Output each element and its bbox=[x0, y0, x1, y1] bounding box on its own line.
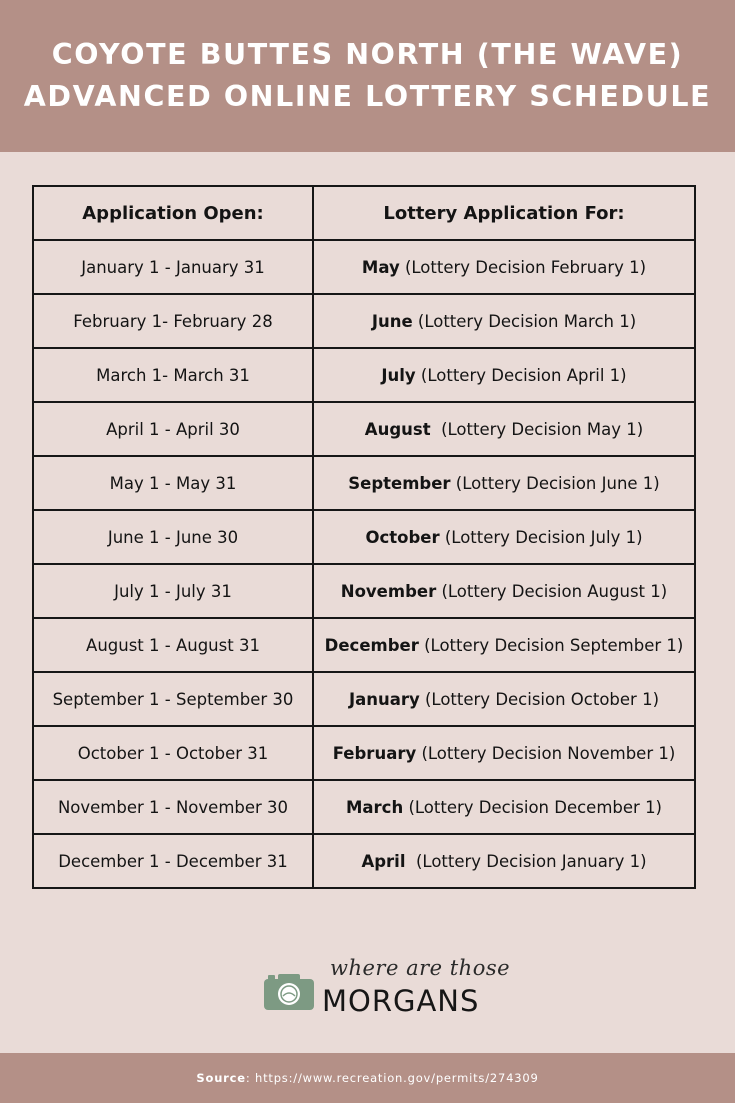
lottery-decision-date: (Lottery Decision July 1) bbox=[439, 527, 643, 547]
lottery-month: January bbox=[348, 689, 420, 709]
lottery-month-cell bbox=[313, 402, 695, 456]
lottery-decision-date: (Lottery Decision May 1) bbox=[430, 419, 644, 439]
table-row bbox=[33, 510, 695, 564]
lottery-month: April bbox=[361, 851, 406, 871]
application-open-cell: January 1 - January 31 bbox=[33, 240, 313, 294]
lottery-decision-date: (Lottery Decision August 1) bbox=[436, 581, 668, 601]
lottery-decision-date: (Lottery Decision January 1) bbox=[405, 851, 647, 871]
table-row bbox=[33, 564, 695, 618]
application-open-cell: November 1 - November 30 bbox=[33, 780, 313, 834]
lottery-month-cell bbox=[313, 726, 695, 780]
lottery-month-cell bbox=[313, 294, 695, 348]
table-row bbox=[33, 240, 695, 294]
lottery-month: December bbox=[324, 635, 419, 655]
application-open-cell: July 1 - July 31 bbox=[33, 564, 313, 618]
table-row bbox=[33, 456, 695, 510]
table-row bbox=[33, 402, 695, 456]
lottery-decision-date: (Lottery Decision October 1) bbox=[419, 689, 660, 709]
lottery-month-cell bbox=[313, 240, 695, 294]
lottery-month-cell bbox=[313, 834, 695, 888]
lottery-month-cell bbox=[313, 672, 695, 726]
lottery-month-cell bbox=[313, 564, 695, 618]
table-row bbox=[33, 672, 695, 726]
application-open-cell: June 1 - June 30 bbox=[33, 510, 313, 564]
lottery-month: March bbox=[345, 797, 404, 817]
lottery-month-cell bbox=[313, 618, 695, 672]
lottery-month-cell bbox=[313, 510, 695, 564]
lottery-decision-date: (Lottery Decision September 1) bbox=[418, 635, 684, 655]
lottery-decision-date: (Lottery Decision February 1) bbox=[399, 257, 647, 277]
lottery-month-cell bbox=[313, 780, 695, 834]
table-row bbox=[33, 726, 695, 780]
application-open-cell: May 1 - May 31 bbox=[33, 456, 313, 510]
application-open-cell: April 1 - April 30 bbox=[33, 402, 313, 456]
lottery-month-cell bbox=[313, 456, 695, 510]
source-label: Source bbox=[196, 1071, 246, 1085]
logo-script-text: where are those bbox=[330, 956, 511, 980]
table-row bbox=[33, 348, 695, 402]
page-footer bbox=[0, 1053, 735, 1103]
application-open-cell: December 1 - December 31 bbox=[33, 834, 313, 888]
logo-brand-text: MORGANS bbox=[322, 984, 480, 1018]
lottery-month-cell bbox=[313, 348, 695, 402]
lottery-decision-date: (Lottery Decision December 1) bbox=[403, 797, 662, 817]
page-header bbox=[0, 0, 735, 152]
brand-logo bbox=[264, 956, 511, 1022]
lottery-month: May bbox=[361, 257, 400, 277]
column-header-lottery-application-for: Lottery Application For: bbox=[313, 186, 695, 240]
table-row bbox=[33, 834, 695, 888]
title-line-2: ADVANCED ONLINE LOTTERY SCHEDULE bbox=[23, 80, 712, 113]
lottery-month: October bbox=[365, 527, 440, 547]
table-body bbox=[33, 240, 695, 888]
title-line-1: COYOTE BUTTES NORTH (THE WAVE) bbox=[51, 38, 684, 71]
lottery-month: August bbox=[364, 419, 431, 439]
lottery-month: September bbox=[348, 473, 451, 493]
lottery-decision-date: (Lottery Decision April 1) bbox=[415, 365, 627, 385]
camera-icon bbox=[264, 972, 314, 1010]
application-open-cell: February 1- February 28 bbox=[33, 294, 313, 348]
application-open-cell: October 1 - October 31 bbox=[33, 726, 313, 780]
lottery-decision-date: (Lottery Decision March 1) bbox=[412, 311, 637, 331]
table-row bbox=[33, 618, 695, 672]
application-open-cell: March 1- March 31 bbox=[33, 348, 313, 402]
table-row bbox=[33, 780, 695, 834]
column-header-application-open: Application Open: bbox=[33, 186, 313, 240]
lottery-month: November bbox=[340, 581, 437, 601]
lottery-month: July bbox=[381, 365, 416, 385]
application-open-cell: September 1 - September 30 bbox=[33, 672, 313, 726]
lottery-schedule-table bbox=[32, 185, 696, 889]
application-open-cell: August 1 - August 31 bbox=[33, 618, 313, 672]
table-row bbox=[33, 294, 695, 348]
lottery-decision-date: (Lottery Decision November 1) bbox=[416, 743, 676, 763]
lottery-month: June bbox=[371, 311, 413, 331]
lottery-month: February bbox=[332, 743, 417, 763]
table-header-row bbox=[33, 186, 695, 240]
lottery-decision-date: (Lottery Decision June 1) bbox=[450, 473, 660, 493]
source-link[interactable]: : https://www.recreation.gov/permits/274309 bbox=[245, 1071, 539, 1085]
